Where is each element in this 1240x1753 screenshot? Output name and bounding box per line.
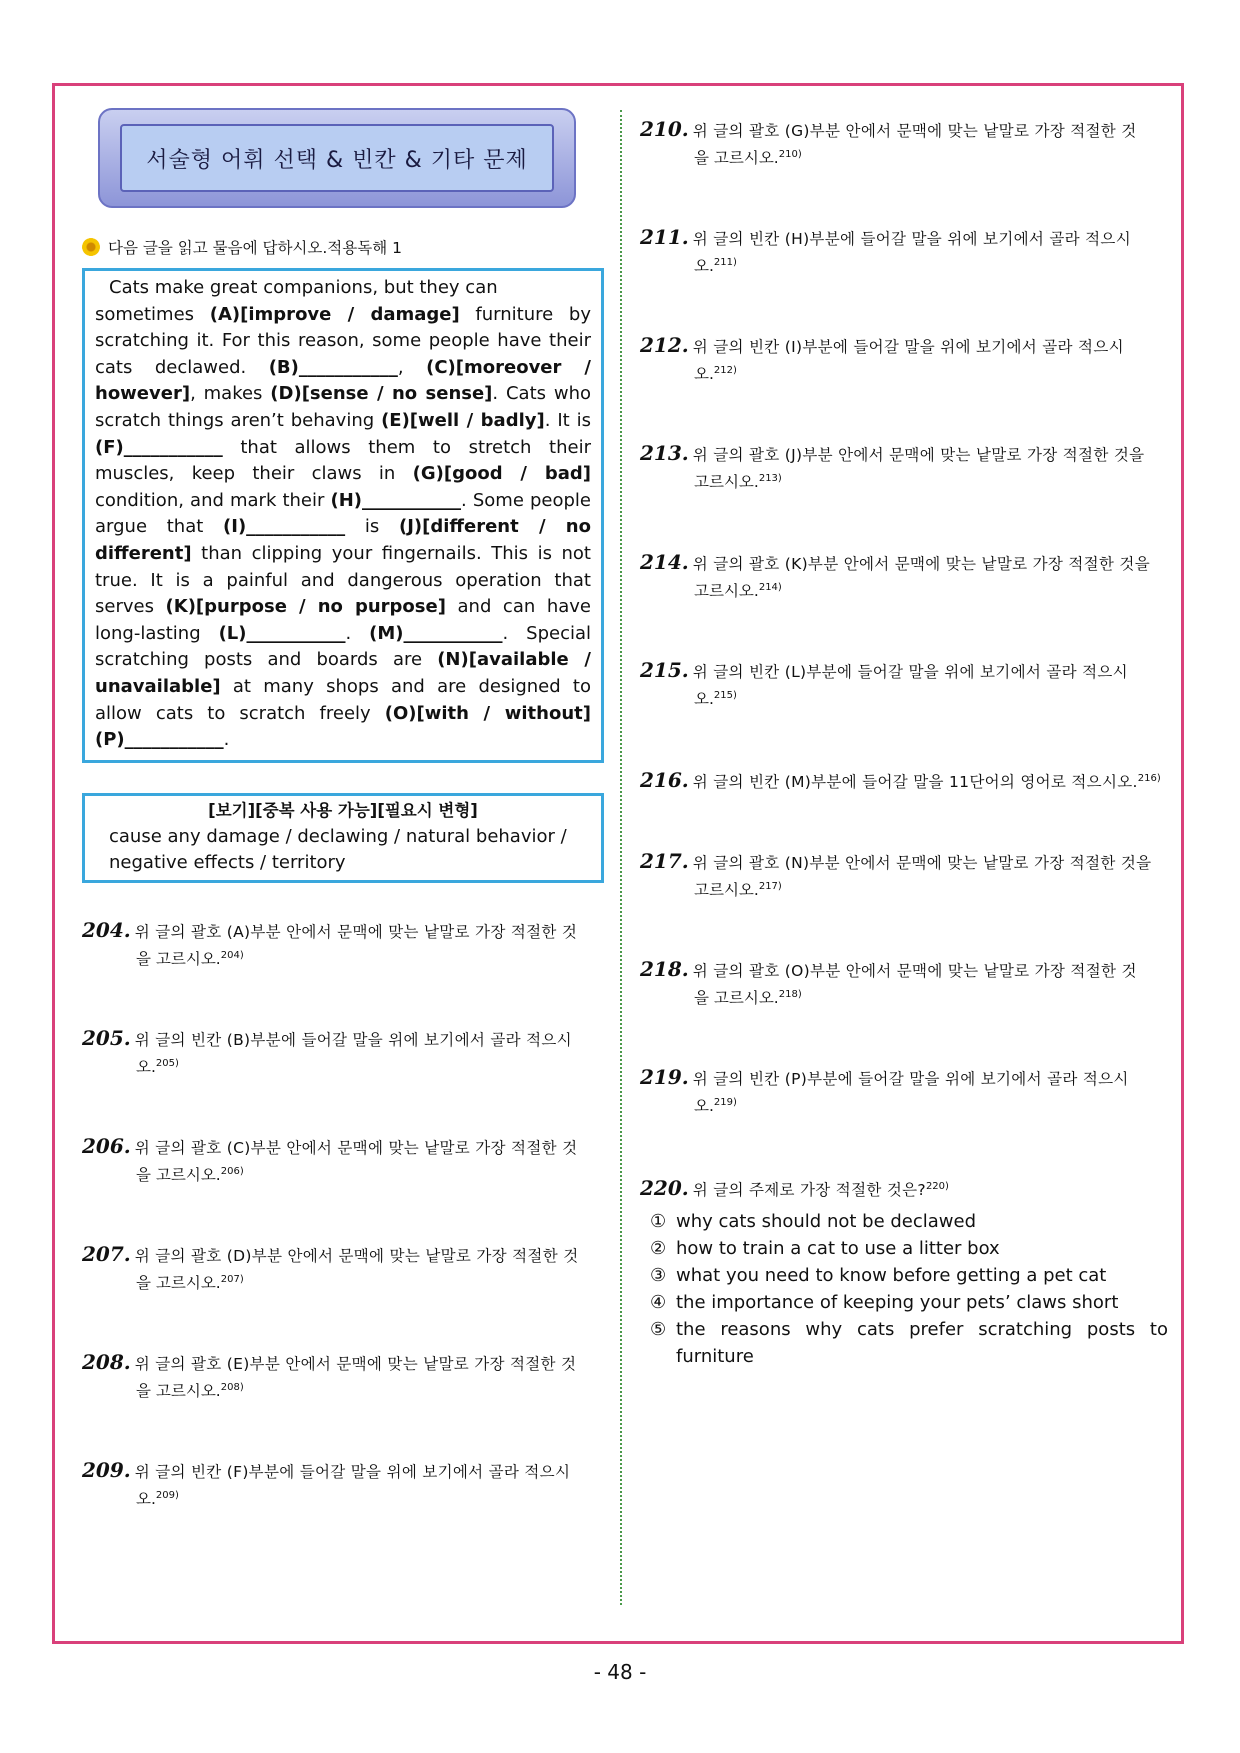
- question-207: 207. 위 글의 괄호 (D)부분 안에서 문맥에 맞는 낱말로 가장 적절한 것 을 고르시오.$^{207)}$: [82, 1242, 579, 1293]
- question-210: 210. 위 글의 괄호 (G)부분 안에서 문맥에 맞는 낱말로 가장 적절한 것 을 고르시오.$^{210)}$: [640, 117, 1137, 168]
- blank-E: (E)[well / badly]: [381, 409, 545, 431]
- footnote-mark: 206): [220, 1166, 244, 1177]
- blank-F: (F)___________: [95, 436, 223, 458]
- word-bank-options: cause any damage / declawing / natural behavior / negative effects / territory: [109, 825, 567, 873]
- question-213: 213. 위 글의 괄호 (J)부분 안에서 문맥에 맞는 낱말로 가장 적절한 것을 고르시오.$^{213)}$: [640, 441, 1145, 492]
- footnote-mark: 212): [713, 365, 737, 377]
- column-divider: [620, 110, 622, 1605]
- question-211: 211. 위 글의 빈칸 (H)부분에 들어갈 말을 위에 보기에서 골라 적으시 오.$^{211)}$: [640, 225, 1131, 276]
- footnote-mark: 220): [925, 1180, 949, 1192]
- word-bank-heading: [보기][중복 사용 가능][필요시 변형]: [208, 800, 478, 820]
- answer-choices: [640, 1208, 1168, 1370]
- passage-text: . It is: [544, 409, 591, 431]
- passage-text: . Some people argue that: [95, 489, 591, 538]
- footnote-mark: 207): [220, 1274, 244, 1286]
- question-217: 217. 위 글의 괄호 (N)부분 안에서 문맥에 맞는 낱말로 가장 적절한 것을 고르시오.$^{217)}$: [640, 849, 1152, 900]
- passage-text: and can have long-lasting: [95, 596, 591, 644]
- passage-text: than clipping your fingernails. This is not true. It is a painful and dangerous operation that serves: [95, 542, 591, 618]
- passage-text: .: [345, 622, 370, 644]
- choice-2[interactable]: ② how to train a cat to use a litter box: [650, 1237, 1000, 1259]
- page-number: - 48 -: [593, 1660, 647, 1684]
- footnote-mark: 209): [155, 1490, 179, 1502]
- blank-J: (J)[different / no different]: [95, 516, 591, 564]
- footnote-mark: 215): [713, 689, 737, 701]
- section-title: 서술형 어휘 선택 & 빈칸 & 기타 문제: [120, 124, 554, 192]
- choice-1[interactable]: ① why cats should not be declawed: [650, 1210, 977, 1232]
- passage-text: , makes: [190, 383, 271, 405]
- question-219: 219. 위 글의 빈칸 (P)부분에 들어갈 말을 위에 보기에서 골라 적으시 오.$^{219)}$: [640, 1065, 1129, 1116]
- question-215: 215. 위 글의 빈칸 (L)부분에 들어갈 말을 위에 보기에서 골라 적으시 오.$^{215)}$: [640, 657, 1128, 708]
- blank-I: (I)___________: [223, 516, 346, 538]
- passage-text: . Cats who scratch things aren’t behaving: [95, 383, 592, 431]
- passage-text: . Special scratching posts and boards are: [95, 622, 591, 671]
- footnote-mark: 214): [758, 581, 782, 593]
- word-bank-box: [82, 793, 604, 883]
- question-208: 208. 위 글의 괄호 (E)부분 안에서 문맥에 맞는 낱말로 가장 적절한 것 을 고르시오.$^{208)}$: [82, 1350, 577, 1401]
- footnote-mark: 218): [778, 989, 802, 1001]
- blank-P: (P)___________: [95, 729, 224, 751]
- blank-O: (O)[with / without]: [384, 702, 591, 724]
- blank-H: (H)___________: [330, 489, 462, 511]
- passage-text: ,: [397, 356, 427, 378]
- footnote-mark: 205): [155, 1057, 179, 1069]
- footnote-mark: 219): [713, 1097, 737, 1109]
- blank-B: (B)___________: [268, 356, 398, 378]
- blank-C: (C)[moreover / however]: [95, 356, 591, 405]
- choice-5[interactable]: ⑤ the reasons why cats prefer scratching posts to furniture: [650, 1318, 1168, 1367]
- blank-M: (M)___________: [369, 622, 503, 644]
- question-206: 206. 위 글의 괄호 (C)부분 안에서 문맥에 맞는 낱말로 가장 적절한 것 을 고르시오.$^{206)}$: [82, 1134, 578, 1185]
- passage-text: that allows them to stretch their muscles, keep their claws in: [95, 436, 591, 485]
- passage-text: at many shops and are designed to allow cats to scratch freely: [95, 675, 591, 724]
- blank-N: (N)[available / unavailable]: [95, 649, 591, 697]
- footnote-mark: 217): [758, 881, 782, 893]
- question-204: 204. 위 글의 괄호 (A)부분 안에서 문맥에 맞는 낱말로 가장 적절한 것 을 고르시오.$^{204)}$: [82, 917, 578, 968]
- passage-text: sometimes: [95, 303, 210, 325]
- choice-4[interactable]: ④ the importance of keeping your pets’ claws short: [650, 1291, 1119, 1313]
- reading-passage: [82, 268, 604, 763]
- passage-text: .: [223, 729, 230, 751]
- footnote-mark: 210): [778, 149, 802, 160]
- question-218: 218. 위 글의 괄호 (O)부분 안에서 문맥에 맞는 낱말로 가장 적절한 것 을 고르시오.$^{218)}$: [640, 957, 1137, 1008]
- footnote-mark: 211): [713, 257, 737, 269]
- passage-first-line: Cats make great companions, but they can: [109, 277, 498, 298]
- question-209: 209. 위 글의 빈칸 (F)부분에 들어갈 말을 위에 보기에서 골라 적으시 오.$^{209)}$: [82, 1458, 571, 1509]
- section-title-box: [98, 108, 576, 208]
- question-214: 214. 위 글의 괄호 (K)부분 안에서 문맥에 맞는 낱말로 가장 적절한 것을 고르시오.$^{214)}$: [640, 549, 1150, 600]
- passage-text: condition, and mark their: [95, 489, 331, 511]
- question-212: 212. 위 글의 빈칸 (I)부분에 들어갈 말을 위에 보기에서 골라 적으시 오.$^{212)}$: [640, 333, 1124, 384]
- left-column: [82, 108, 604, 1512]
- footnote-mark: 204): [220, 949, 244, 961]
- flower-icon: [82, 238, 100, 256]
- blank-K: (K)[purpose / no purpose]: [165, 596, 446, 618]
- question-216: 216. 위 글의 빈칸 (M)부분에 들어갈 말을 11단어의 영어로 적으시오.$^{216)}$: [640, 768, 1161, 793]
- right-column: [640, 118, 1168, 1370]
- blank-A: (A)[improve / damage]: [209, 303, 460, 325]
- question-205: 205. 위 글의 빈칸 (B)부분에 들어갈 말을 위에 보기에서 골라 적으시 오.$^{205)}$: [82, 1025, 572, 1076]
- question-220: 220. 위 글의 주제로 가장 적절한 것은?$^{220)}$: [640, 1175, 949, 1200]
- footnote-mark: 216): [1137, 772, 1161, 784]
- blank-D: (D)[sense / no sense]: [270, 383, 493, 405]
- passage-text: is: [345, 516, 399, 538]
- blank-G: (G)[good / bad]: [412, 463, 591, 485]
- passage-text: furniture by scratching it. For this reason, some people have their cats declawed.: [95, 303, 592, 378]
- instruction: [82, 236, 604, 258]
- blank-L: (L)___________: [218, 622, 346, 644]
- footnote-mark: 208): [220, 1382, 244, 1394]
- left-questions: [82, 919, 604, 1512]
- footnote-mark: 213): [758, 473, 782, 485]
- instruction-text: 다음 글을 읽고 물음에 답하시오.적용독해 1: [108, 239, 402, 257]
- choice-3[interactable]: ③ what you need to know before getting a pet cat: [650, 1264, 1107, 1286]
